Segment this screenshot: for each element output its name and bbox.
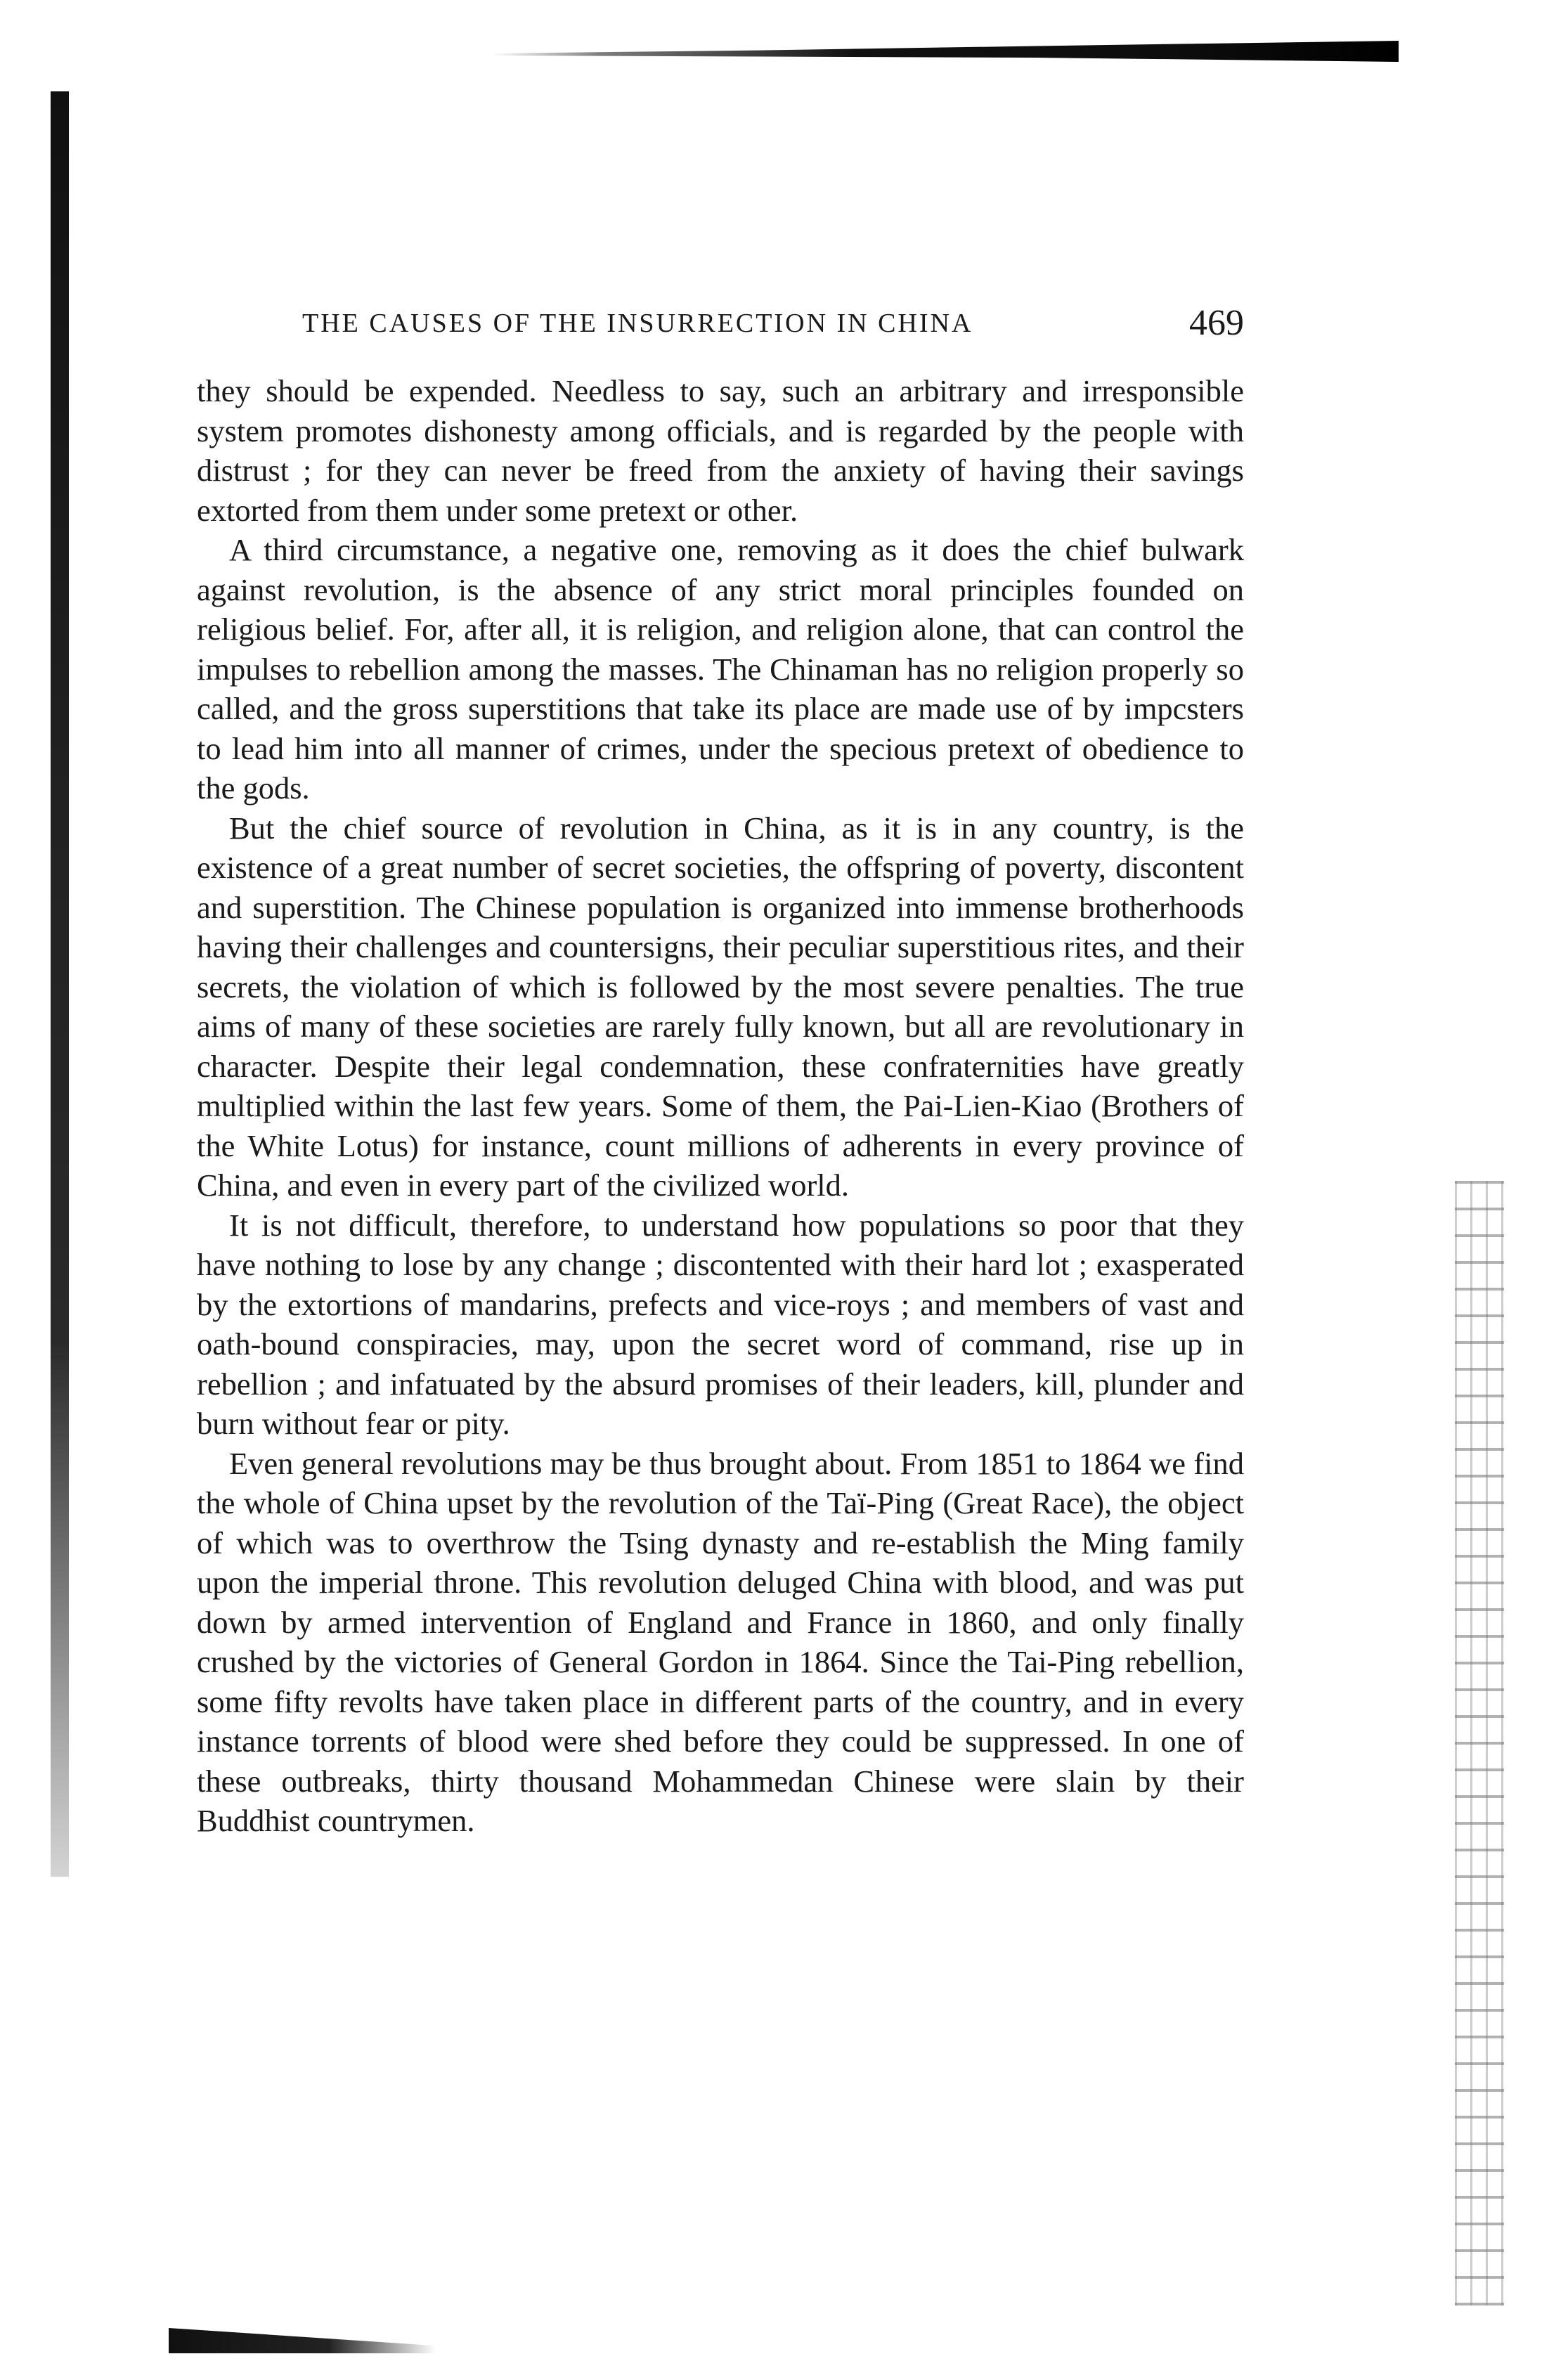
page-number: 469 [1189,303,1244,343]
paragraph-4: It is not difficult, therefore, to understand how populations so poor that they have nothing to lose by any change ; discontented with their hard lot ; exasperated by the extortions of mandarins, prefects and vice-roys ; and members of vast and oath-bound conspiracies, may, upon the secret word of command, rise up in rebellion ; and infatuated by the absurd promises of their leaders, kill, plunder and burn without fear or pity. [197,1207,1244,1441]
paragraph-2: A third circumstance, a negative one, removing as it does the chief bulwark against revolution, is the absence of any strict moral principles founded on religious belief. For, after all, it is religion, and religion alone, that can control the impulses to rebellion among the masses. The Chinaman has no religion properly so called, and the gross superstitions that take its place are made use of by impcsters to lead him into all manner of crimes, under the specious pretext of obedience to the gods. [197,532,1244,806]
paragraph-1: they should be expended. Needless to say, such an arbitrary and irresponsible system promotes dishonesty among officials, and is regarded by the people with distrust ; for they can never be freed from the anxiety of having their savings extorted from them under some pretext or other. [197,373,1244,528]
scan-left-edge-artifact [51,91,69,1877]
paragraph-5: Even general revolutions may be thus brought about. From 1851 to 1864 we find the whole of China upset by the revolution of the Taï-Ping (Great Race), the object of which was to overthrow the Tsing dynasty and re-establish the Ming family upon the imperial throne. This revolution deluged China with blood, and was put down by armed intervention of England and France in 1860, and only finally crushed by the victories of General Gordon in 1864. Since the Tai-Ping rebellion, some fifty revolts have taken place in different parts of the country, and in every instance torrents of blood were shed before they could be suppressed. In one of these outbreaks, thirty thousand Mohammedan Chinese were slain by their Buddhist countrymen. [197,1445,1244,1838]
body-text [197,371,1244,1841]
scan-right-noise-artifact [1455,1181,1504,2305]
paragraph-3: But the chief source of revolution in China, as it is in any country, is the existence of a great number of secret societies, the offspring of poverty, discontent and superstition. The Chinese population is organized into immense brotherhoods having their challenges and countersigns, their peculiar superstitious rites, and their secrets, the violation of which is followed by the most severe penalties. The true aims of many of these societies are rarely fully known, but all are revolutionary in character. Despite their legal condemnation, these confraternities have greatly multiplied within the last few years. Some of them, the Pai-Lien-Kiao (Brothers of the White Lotus) for instance, count millions of adherents in every province of China, and even in every part of the civilized world. [197,810,1244,1203]
book-page [197,302,1244,1841]
running-head [197,302,1244,351]
scan-top-artifact [492,41,1399,62]
running-title: THE CAUSES OF THE INSURRECTION IN CHINA [302,309,973,338]
scan-bottom-artifact [169,2328,436,2353]
